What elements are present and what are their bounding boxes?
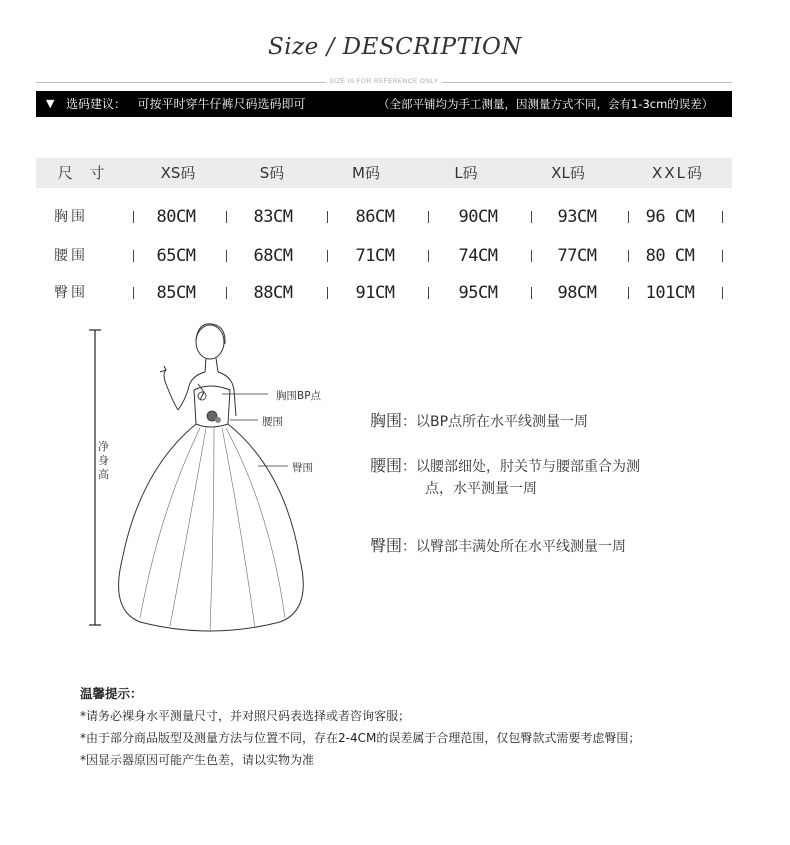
cell: 85CM — [156, 283, 196, 303]
row-label: 腰围 — [54, 248, 88, 264]
triangle-down-icon: ▼ — [46, 97, 55, 110]
dress-figure-icon — [80, 320, 340, 650]
note-key: 臀围 — [370, 536, 403, 555]
separator — [628, 250, 629, 262]
separator — [628, 287, 629, 299]
separator — [327, 287, 328, 299]
cell: 80CM — [156, 207, 196, 227]
cell: 93CM — [557, 207, 597, 227]
separator — [133, 287, 134, 299]
note-key: 腰围 — [370, 456, 403, 475]
separator — [531, 287, 532, 299]
subtitle-line — [36, 78, 732, 88]
table-row — [36, 204, 732, 230]
bust-label: 胸围BP点 — [276, 390, 322, 402]
separator — [531, 211, 532, 223]
table-row — [36, 243, 732, 269]
height-label — [98, 440, 109, 482]
cell: 101CM — [645, 283, 695, 303]
hip-label: 臀围 — [292, 462, 313, 474]
note-key: 胸围 — [370, 411, 403, 430]
waist-note — [370, 455, 640, 500]
size-xl: XL码 — [551, 164, 585, 182]
notice-bar — [36, 91, 732, 117]
cell: 88CM — [253, 283, 293, 303]
subtitle: SIZE IS FOR REFERENCE ONLY — [329, 78, 439, 85]
separator — [133, 211, 134, 223]
cell: 71CM — [355, 246, 395, 266]
separator — [428, 250, 429, 262]
height-label-char: 身 — [98, 454, 109, 467]
separator — [722, 250, 723, 262]
cell: 83CM — [253, 207, 293, 227]
height-label-char: 净 — [98, 440, 109, 453]
notice-text: 选码建议： 可按平时穿牛仔裤尺码选码即可 — [66, 97, 306, 111]
row-label: 臀围 — [54, 285, 88, 301]
cell: 86CM — [355, 207, 395, 227]
page-title: Size / DESCRIPTION — [267, 34, 523, 60]
row-label: 胸围 — [54, 209, 88, 225]
note-text: ：以BP点所在水平线测量一周 — [402, 414, 589, 430]
size-table-header — [36, 158, 732, 188]
size-m: M码 — [352, 164, 380, 182]
waist-label: 腰围 — [262, 416, 283, 428]
separator — [628, 211, 629, 223]
separator — [226, 287, 227, 299]
separator — [133, 250, 134, 262]
cell: 91CM — [355, 283, 395, 303]
cell: 98CM — [557, 283, 597, 303]
header-label: 尺 寸 — [57, 164, 111, 182]
tips-section — [80, 683, 640, 771]
tip-item: *因显示器原因可能产生色差，请以实物为准 — [80, 753, 315, 767]
note-text: 点，水平测量一周 — [425, 481, 537, 497]
note-text: ：以臀部丰满处所在水平线测量一周 — [402, 539, 627, 555]
cell: 95CM — [458, 283, 498, 303]
separator — [722, 211, 723, 223]
tips-title: 温馨提示： — [80, 686, 143, 701]
separator — [226, 211, 227, 223]
cell: 65CM — [156, 246, 196, 266]
size-s: S码 — [259, 164, 285, 182]
tip-item: *由于部分商品版型及测量方法与位置不同，存在2-4CM的误差属于合理范围，仅包臀款式需要考虑臀围； — [80, 731, 641, 745]
cell: 77CM — [557, 246, 597, 266]
cell: 96 CM — [645, 207, 695, 227]
separator — [428, 287, 429, 299]
separator — [428, 211, 429, 223]
cell: 80 CM — [645, 246, 695, 266]
separator — [226, 250, 227, 262]
separator — [722, 287, 723, 299]
dress-figure-illustration — [80, 320, 340, 650]
table-row — [36, 280, 732, 306]
tip-item: *请务必裸身水平测量尺寸，并对照尺码表选择或者咨询客服； — [80, 709, 411, 723]
note-text: ：以腰部细处，肘关节与腰部重合为测 — [402, 459, 641, 475]
notice-note: （全部平铺均为手工测量，因测量方式不同，会有1-3cm的误差） — [378, 97, 714, 111]
separator — [327, 250, 328, 262]
hip-note — [370, 535, 626, 558]
size-l: L码 — [454, 164, 478, 182]
separator — [327, 211, 328, 223]
cell: 68CM — [253, 246, 293, 266]
cell: 90CM — [458, 207, 498, 227]
separator — [531, 250, 532, 262]
cell: 74CM — [458, 246, 498, 266]
size-xxl: XXL码 — [652, 164, 704, 182]
height-label-char: 高 — [98, 468, 109, 481]
bust-note — [370, 410, 588, 433]
size-xs: XS码 — [160, 164, 196, 182]
